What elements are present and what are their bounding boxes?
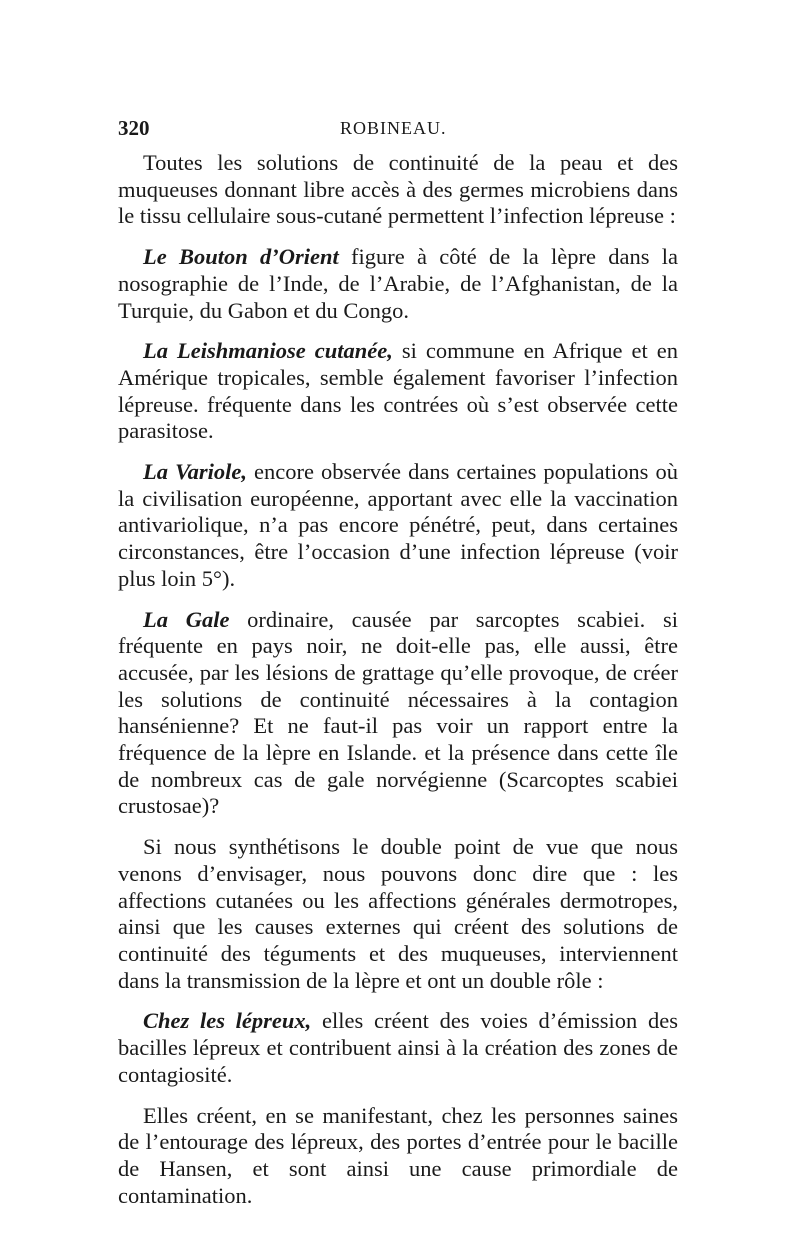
paragraph-lead: Le Bouton d’Orient <box>143 244 339 270</box>
paragraph-chez-lepreux <box>118 1008 678 1088</box>
paragraph-lead: La Leishmaniose cutanée, <box>143 338 393 364</box>
paragraph-text: encore observée dans certaines populations où la civilisation européenne, apportant avec elle la vaccination antivariolique, n’a pas encore pénétré, peut, dans certaines circonstances, être l’occasion d’une infection lépreuse (voir plus loin 5°). <box>118 459 678 591</box>
paragraph-leishmaniose <box>118 338 678 445</box>
running-title: ROBINEAU. <box>340 118 447 138</box>
paragraph-text: ordinaire, causée par sarcoptes scabiei. si fréquente en pays noir, ne doit-elle pas, elle aussi, être accusée, par les lésions de grattage qu’elle provoque, de créer les solutions de continuité nécessaires à la contagion hansénienne? Et ne faut-il pas voir un rapport entre la fréquence de la lèpre en Islande. et la présence dans cette île de nombreux cas de gale norvégienne (Scarcoptes scabiei crustosae)? <box>118 606 678 819</box>
paragraph-lead: Chez les lépreux, <box>143 1008 312 1034</box>
paragraph-personnes-saines <box>118 1103 678 1210</box>
paragraph-synthese <box>118 834 678 994</box>
paragraph-text: si commune en Afrique et en Amérique tropicales, semble également favoriser l’infection lépreuse. fréquente dans les contrées où s’est observée cette parasitose. <box>118 338 678 444</box>
paragraph-gale <box>118 607 678 821</box>
paragraph-text: figure à côté de la lèpre dans la nosographie de l’Inde, de l’Arabie, de l’Afghanistan, de la Turquie, du Gabon et du Congo. <box>118 244 678 323</box>
paragraph-lead: La Gale <box>143 606 230 632</box>
body-text <box>118 150 678 1223</box>
page-header <box>118 116 678 146</box>
paragraph-text: Elles créent, en se manifestant, chez les personnes saines de l’entourage des lépreux, des portes d’entrée pour le bacille de Hansen, et sont ainsi une cause primordiale de contamination. <box>118 1102 678 1208</box>
paragraph-bouton-orient <box>118 244 678 324</box>
paragraph-intro <box>118 150 678 230</box>
paragraph-lead: La Variole, <box>143 459 247 485</box>
page-number: 320 <box>118 116 150 140</box>
paragraph-text: Si nous synthétisons le double point de vue que nous venons d’envisager, nous pouvons donc dire que : les affections cutanées ou les affections générales dermotropes, ainsi que les causes externes qui créent des solutions de continuité des téguments et des muqueuses, interviennent dans la transmission de la lèpre et ont un double rôle : <box>118 834 678 993</box>
paragraph-variole <box>118 459 678 593</box>
paragraph-text: elles créent des voies d’émission des bacilles lépreux et contribuent ainsi à la création des zones de contagiosité. <box>118 1008 678 1087</box>
paragraph-text: Toutes les solutions de continuité de la peau et des muqueuses donnant libre accès à des germes microbiens dans le tissu cellulaire sous-cutané permettent l’infection lépreuse : <box>118 150 678 229</box>
